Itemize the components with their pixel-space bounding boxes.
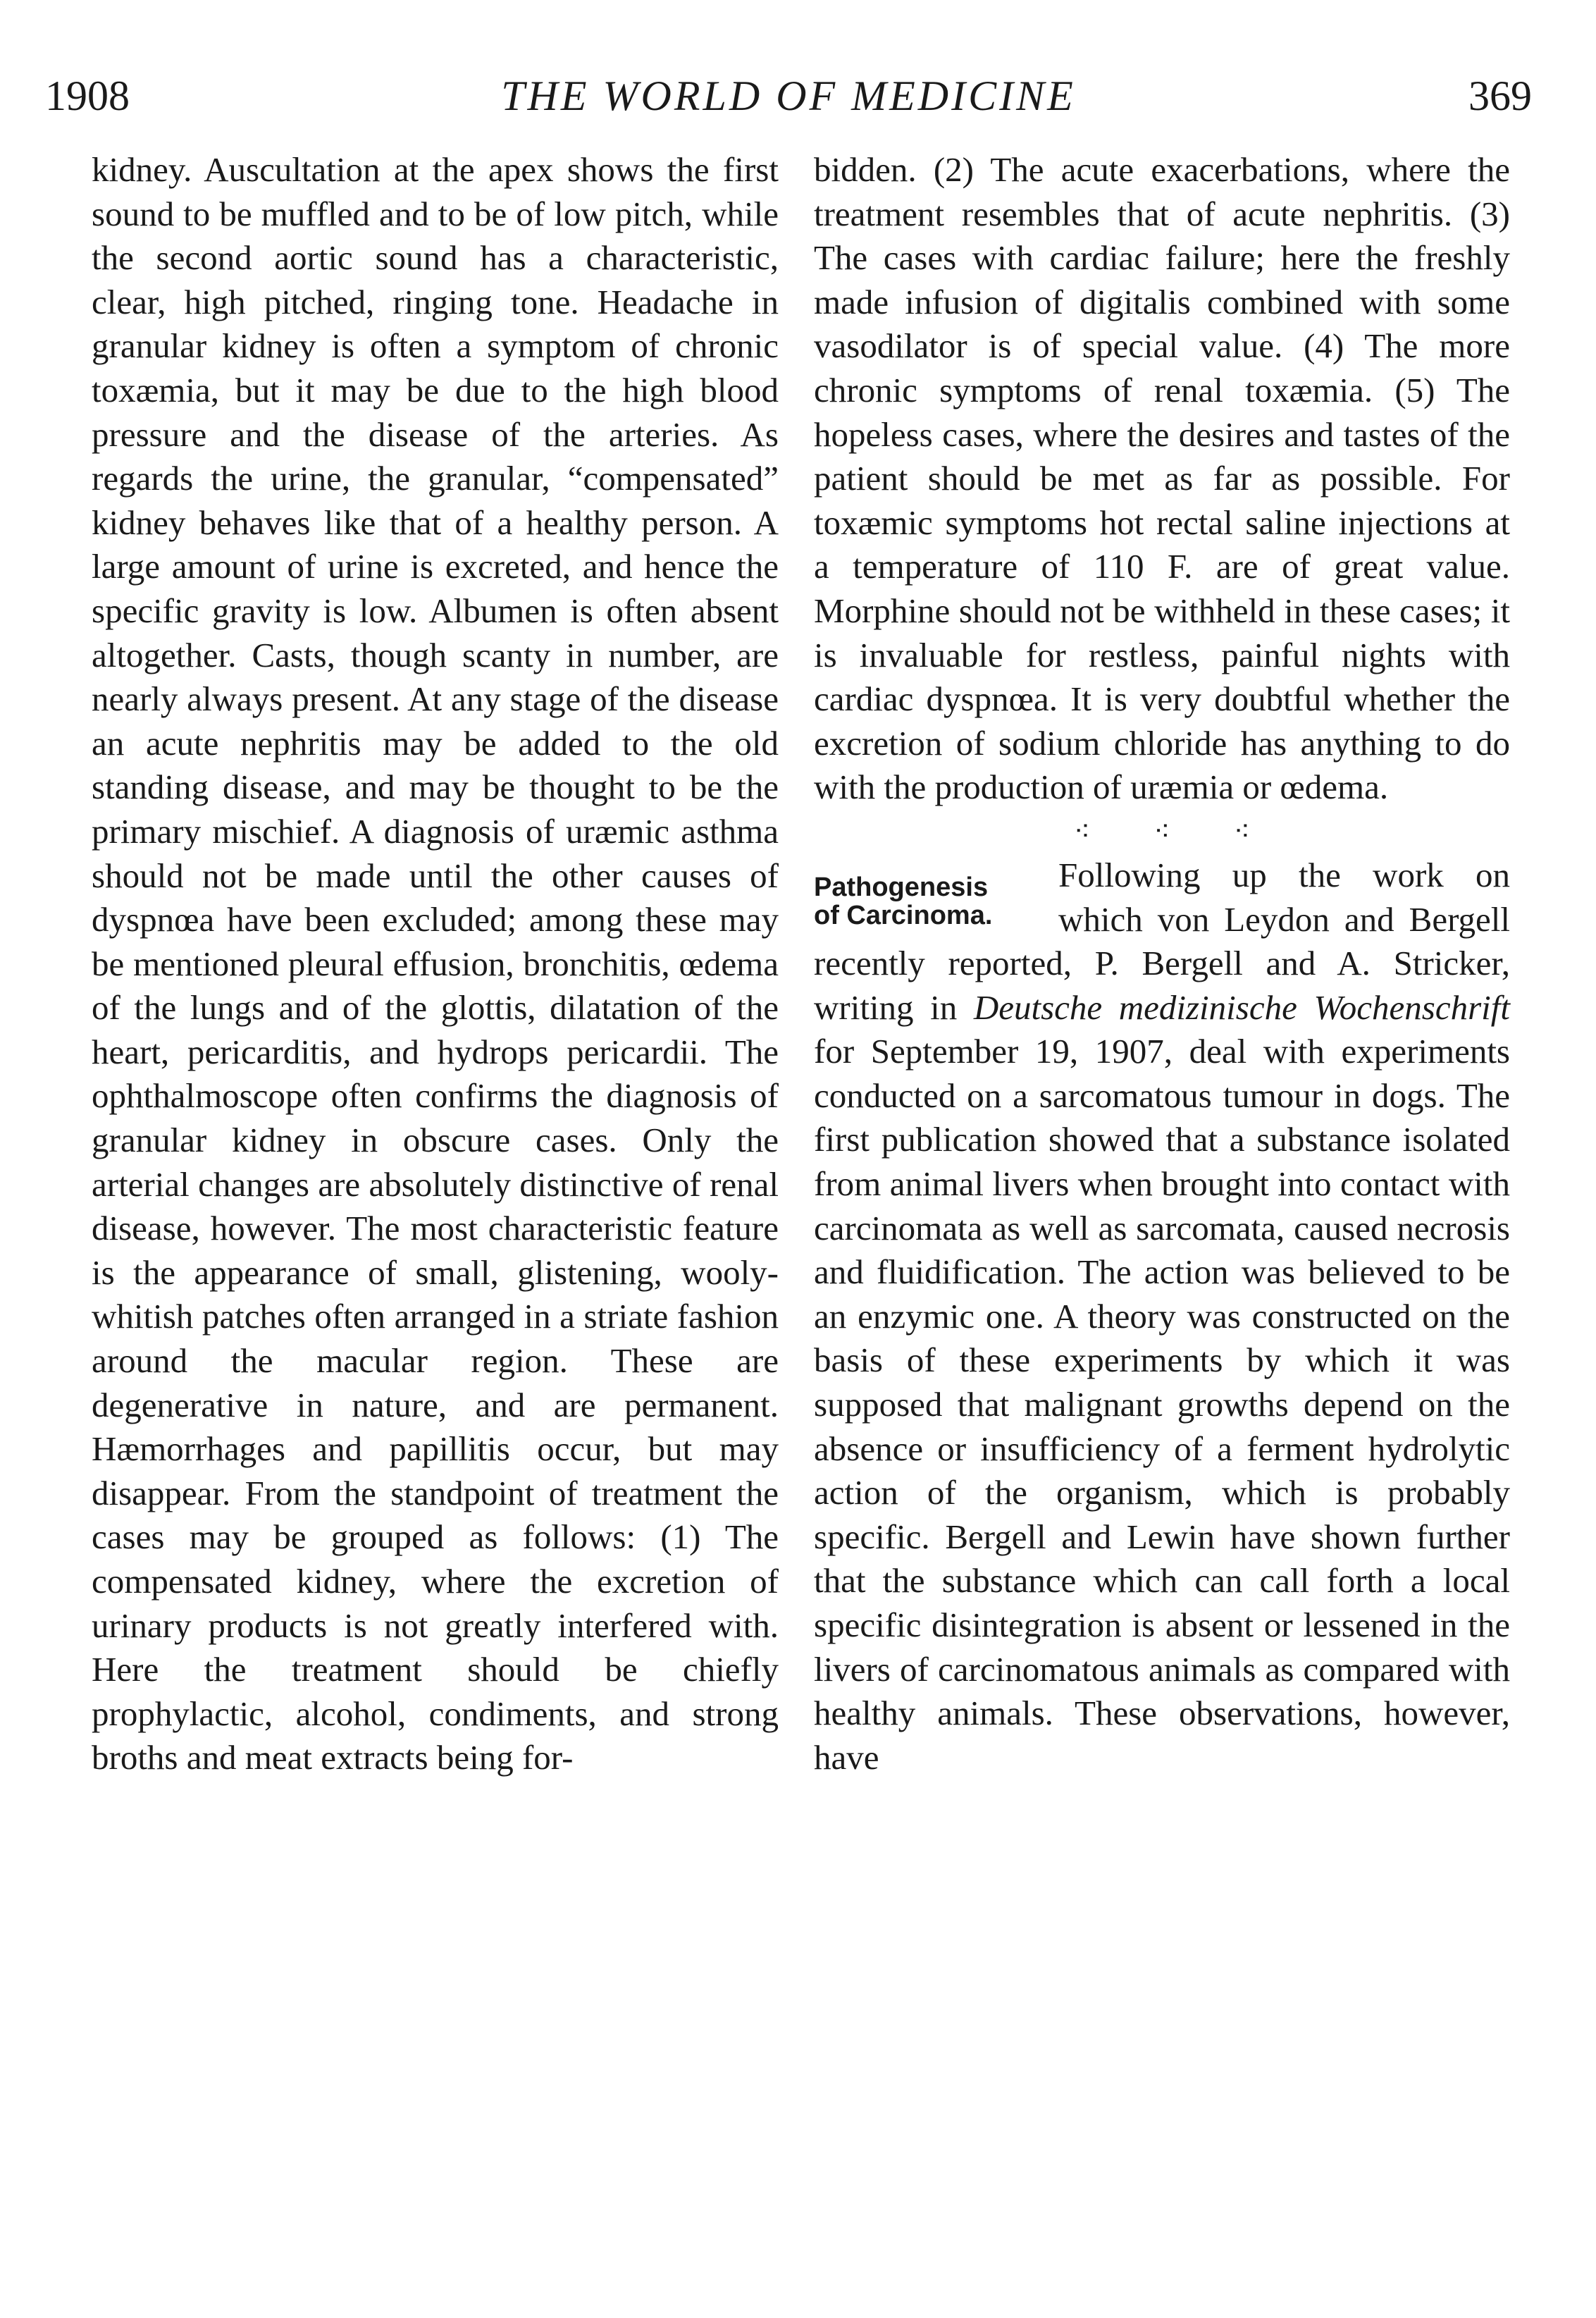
- sidenote-line-2: of Carcinoma.: [814, 900, 993, 930]
- page-number: 369: [1468, 73, 1532, 119]
- left-column-text: kidney. Auscultation at the apex shows the first sound to be muffled and to be of low pitch, while the second aortic sound has a characteristic, clear, high pitched, ringing tone. Headache in granular kidney is often a symptom of chronic toxæmia, but it may be due to the high blood pressure and the disease of the arteries. As regards the urine, the granular, “compensated” kidney behaves like that of a healthy person. A large amount of urine is excreted, and hence the specific gravity is low. Albumen is often absent altogether. Casts, though scanty in number, are nearly always present. At any stage of the disease an acute nephritis may be added to the old standing disease, and may be thought to be the primary mischief. A diagnosis of uræmic asthma should not be made until the other causes of dyspnœa have been excluded; among these may be mentioned pleural effusion, bronchitis, œdema of the lungs and of the glottis, dilatation of the heart, pericarditis, and hydrops pericardii. The ophthalmoscope often confirms the diagnosis of granular kidney in obscure cases. Only the arterial changes are absolutely distinctive of renal disease, however. The most characteristic feature is the appearance of small, glistening, wooly-whitish patches often arranged in a striate fashion around the macular region. These are degenerative in nature, and are permanent. Hæmorrhages and papillitis occur, but may disappear. From the standpoint of treatment the cases may be grouped as follows: (1) The compensated kidney, where the excretion of urinary products is not greatly interfered with. Here the treatment should be chiefly prophylactic, alcohol, condiments, and strong broths and meat extracts being for-: [92, 150, 779, 1777]
- right-paragraph-2: [814, 853, 1510, 1780]
- header-year: 1908: [45, 73, 130, 119]
- running-header: [45, 68, 1532, 124]
- sidenote-line-1: Pathogenesis: [814, 872, 989, 902]
- journal-name: Deutsche medizinische Wochenschrift: [973, 987, 1510, 1027]
- left-column: [92, 148, 779, 1780]
- paragraph-2-start: Following up the work on which von Leydon and Bergell recently reported, P. Bergell and A. Stricker, writing in: [814, 855, 1510, 1027]
- paragraph-2-end: for September 19, 1907, deal with experiments conducted on a sarcomatous tumour in dogs. The first publication showed that a substance isolated from animal livers when brought into contact with carcinomata as well as sarcomata, caused necrosis and fluidification. The action was believed to be an enzymic one. A theory was constructed on the basis of these experiments by which it was supposed that malignant growths depend on the absence or insufficiency of a ferment hydrolytic action of the organism, which is probably specific. Bergell and Lewin have shown further that the substance which can call forth a local specific disintegration is absent or lessened in the livers of carcinomatous animals as compared with healthy animals. These observations, however, have: [814, 1032, 1510, 1777]
- right-paragraph-1: bidden. (2) The acute exacerbations, where the treatment resembles that of acute nephritis. (3) The cases with cardiac failure; here the freshly made infusion of digitalis combined with some vasodilator is of special value. (4) The more chronic symptoms of renal toxæmia. (5) The hopeless cases, where the desires and tastes of the patient should be met as far as possible. For toxæmic symptoms hot rectal saline injections at a temperature of 110 F. are of great value. Morphine should not be withheld in these cases; it is invaluable for restless, painful nights with cardiac dyspnœa. It is very doubtful whether the excretion of sodium chloride has anything to do with the production of uræmia or œdema.: [814, 150, 1510, 807]
- section-divider: ⁖ ⁖ ⁖: [1073, 815, 1279, 847]
- right-column: [814, 148, 1510, 1780]
- journal-title: THE WORLD OF MEDICINE: [501, 73, 1076, 119]
- sidenote-heading: [814, 873, 1043, 930]
